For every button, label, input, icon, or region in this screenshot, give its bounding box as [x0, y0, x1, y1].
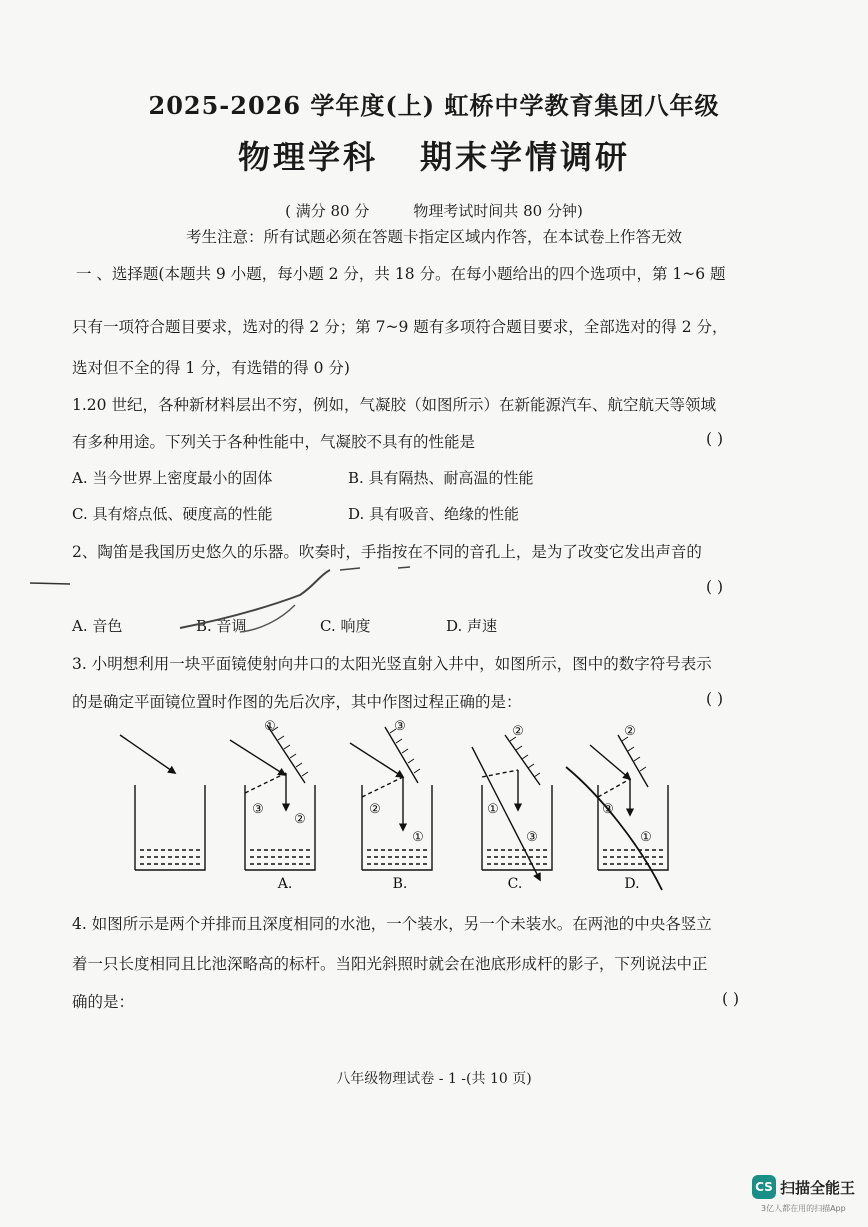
q3-label-c: C.	[507, 876, 523, 892]
q3-c-mark-2: ②	[512, 724, 524, 739]
q2-line1: 2、陶笛是我国历史悠久的乐器。吹奏时，手指按在不同的音孔上，是为了改变它发出声音的	[72, 543, 702, 561]
q3-label-b: B.	[392, 876, 408, 892]
q3-b-mark-1: ①	[412, 830, 424, 845]
q3-line2: 的是确定平面镜位置时作图的先后次序，其中作图过程正确的是：	[72, 693, 522, 711]
full-score: ( 满分 80 分	[285, 202, 370, 220]
q1-line2: 有多种用途。下列关于各种性能中，气凝胶不具有的性能是	[72, 433, 476, 451]
q2-option-c: C. 响度	[320, 617, 371, 635]
page-footer: 八年级物理试卷 - 1 -(共 10 页)	[336, 1071, 532, 1087]
camscanner-slogan: 3亿人都在用的扫描App	[761, 1204, 846, 1213]
q1-line1: 1.20 世纪，各种新材料层出不穷，例如，气凝胶（如图所示）在新能源汽车、航空航天等领域	[72, 396, 716, 414]
exam-name: 期末学情调研	[420, 138, 631, 176]
q2-answer-bracket: ( )	[706, 578, 724, 596]
exam-title-line2	[0, 132, 868, 178]
section1-line3: 选对但不全的得 1 分，有选错的得 0 分)	[72, 359, 350, 377]
q4-answer-bracket: ( )	[722, 990, 740, 1008]
q3-line1: 3. 小明想利用一块平面镜使射向井口的太阳光竖直射入井中，如图所示，图中的数字符号表示	[72, 655, 712, 673]
q1-option-a: A. 当今世界上密度最小的固体	[72, 469, 273, 487]
q3-c-mark-1: ①	[487, 802, 499, 817]
q3-c-mark-3: ③	[526, 830, 538, 845]
q3-a-mark-3: ③	[252, 802, 264, 817]
q3-diagram-b	[350, 727, 432, 870]
exam-time: 物理考试时间共 80 分钟)	[413, 202, 583, 220]
q1-answer-bracket: ( )	[706, 430, 724, 448]
q3-d-mark-3: ③	[602, 802, 614, 817]
q3-b-mark-3: ③	[394, 719, 406, 734]
q1-option-b: B. 具有隔热、耐高温的性能	[348, 469, 534, 487]
scan-smudge	[0, 540, 420, 650]
exam-title-line1: 2025-2026 学年度(上) 虹桥中学教育集团八年级	[148, 91, 720, 120]
q3-b-mark-2: ②	[369, 802, 381, 817]
q3-diagram-d	[566, 735, 668, 890]
q3-mirror-figure	[100, 715, 700, 900]
q2-option-b: B. 音调	[196, 617, 247, 635]
q3-original-diagram	[120, 735, 205, 870]
exam-info	[0, 200, 868, 221]
q3-diagram-c	[472, 735, 552, 880]
q3-a-mark-2: ②	[294, 812, 306, 827]
q3-d-mark-1: ①	[640, 830, 652, 845]
section1-line2: 只有一项符合题目要求，选对的得 2 分；第 7~9 题有多项符合题目要求，全部选对的得 2 分，	[72, 318, 728, 336]
q4-line1: 4. 如图所示是两个并排而且深度相同的水池，一个装水，另一个未装水。在两池的中央各竖立	[72, 915, 712, 933]
q3-a-mark-1: ①	[264, 719, 276, 734]
q3-label-a: A.	[277, 876, 293, 892]
q3-label-d: D.	[624, 876, 640, 892]
q3-diagram-a	[230, 725, 315, 870]
q1-option-c: C. 具有熔点低、硬度高的性能	[72, 505, 273, 523]
camscanner-logo-icon: CS	[752, 1175, 776, 1199]
subject-title: 物理学科	[237, 138, 378, 176]
camscanner-name: 扫描全能王	[780, 1179, 856, 1197]
q2-option-d: D. 声速	[446, 617, 498, 635]
q3-answer-bracket: ( )	[706, 690, 724, 708]
q4-line2: 着一只长度相同且比池深略高的标杆。当阳光斜照时就会在池底形成杆的影子，下列说法中正	[72, 955, 708, 973]
q1-option-d: D. 具有吸音、绝缘的性能	[348, 505, 520, 523]
q2-option-a: A. 音色	[72, 617, 123, 635]
exam-notice: 考生注意：所有试题必须在答题卡指定区域内作答，在本试卷上作答无效	[185, 228, 682, 246]
q4-line3: 确的是：	[72, 993, 135, 1011]
q3-d-mark-2: ②	[624, 724, 636, 739]
section1-line1: 一 、选择题(本题共 9 小题，每小题 2 分，共 18 分。在每小题给出的四个选项中，第 1~6 题	[76, 265, 726, 283]
